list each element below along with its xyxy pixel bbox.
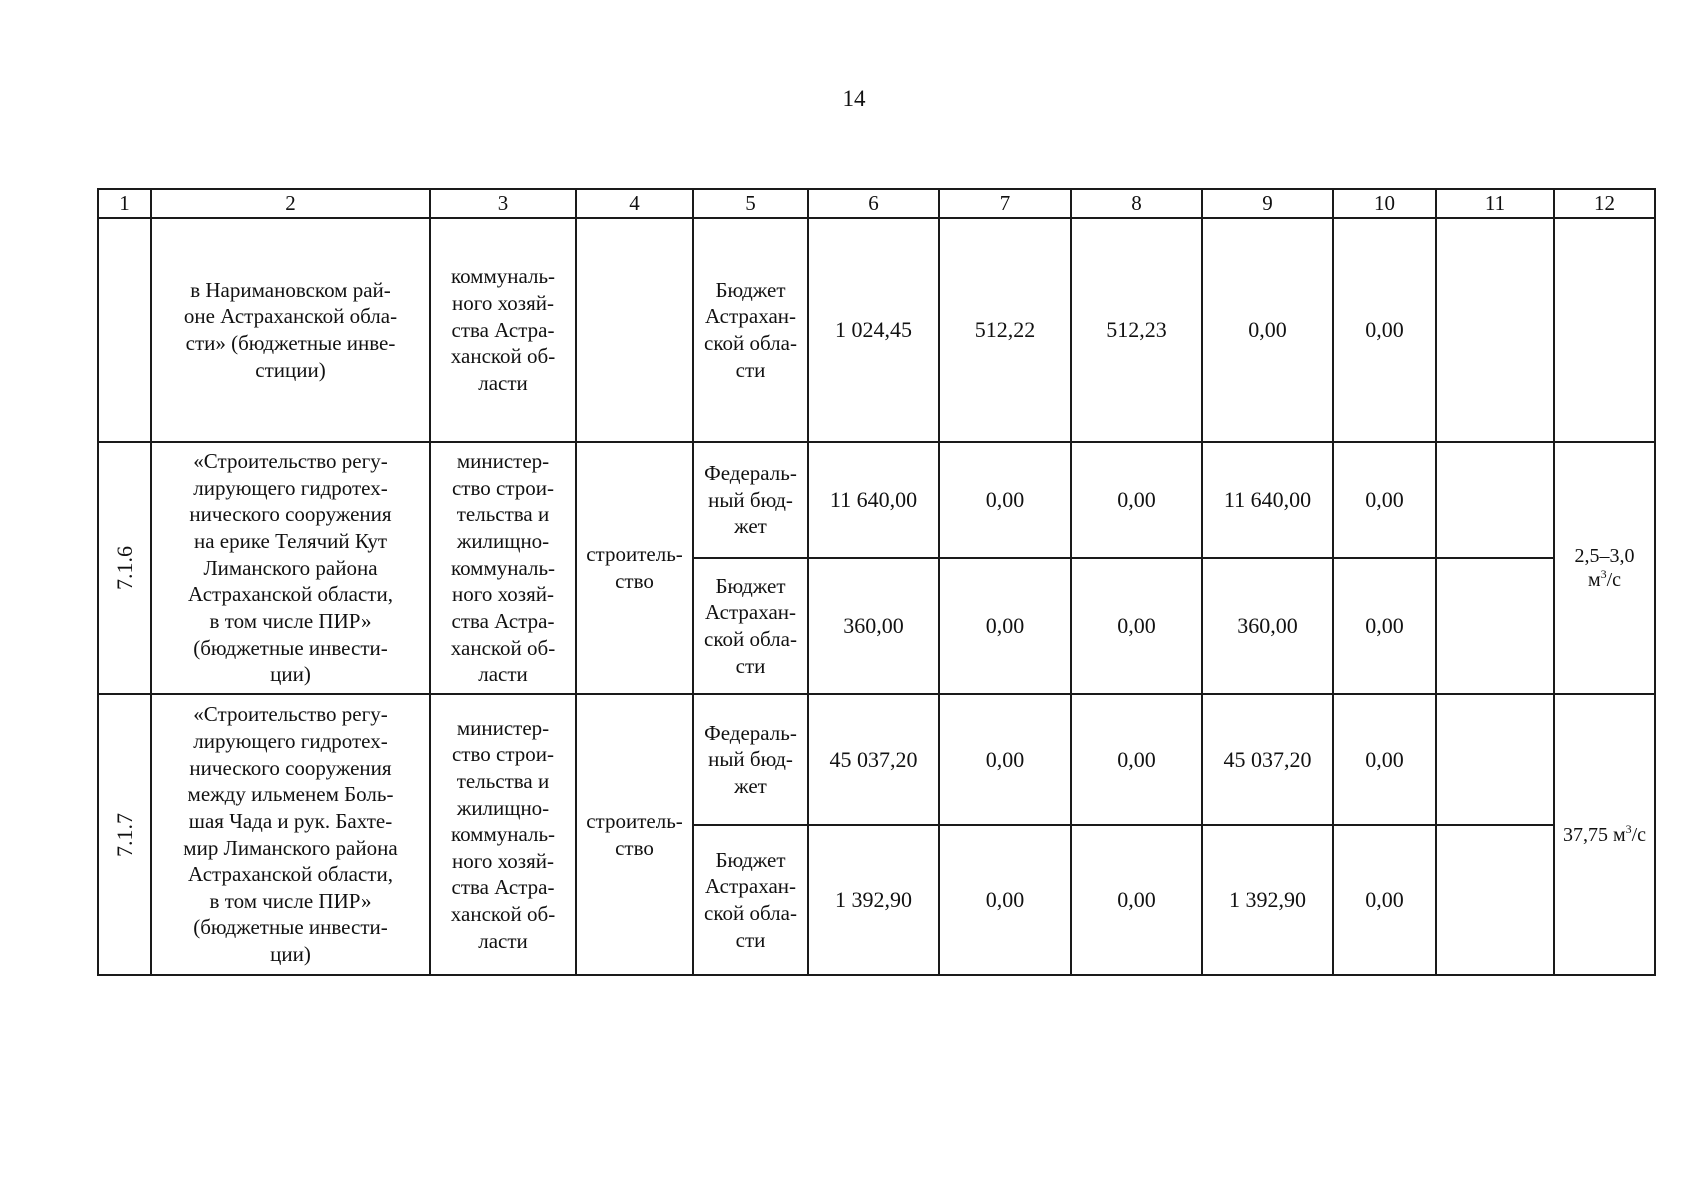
row-id-cell (98, 442, 151, 694)
value-cell: 45 037,20 (1202, 694, 1333, 825)
row-id: 7.1.6 (111, 546, 137, 590)
value-cell: 0,00 (939, 694, 1071, 825)
funding-source-cell: Бюджет Астрахан- ской обла- сти (693, 825, 808, 975)
column-header: 7 (939, 189, 1071, 218)
object-name-cell: «Строительство регу- лирующего гидротех- нического сооружения между ильменем Боль- шая Чада и рук. Бахте- мир Лиманского района Астраханской области, в том числе ПИР» (бюджетные инвести- ции) (151, 694, 430, 975)
column-header: 10 (1333, 189, 1436, 218)
value-cell: 1 392,90 (808, 825, 939, 975)
object-name-cell: «Строительство регу- лирующего гидротех- нического сооружения на ерике Телячий Кут Лиманского района Астраханской области, в том числе ПИР» (бюджетные инвести- ции) (151, 442, 430, 694)
value-cell: 360,00 (808, 558, 939, 694)
funding-source-cell: Бюджет Астрахан- ской обла- сти (693, 558, 808, 694)
value-cell: 0,00 (1333, 558, 1436, 694)
column-header: 4 (576, 189, 693, 218)
responsible-org-cell: министер- ство строи- тельства и жилищно- коммуналь- ного хозяй- ства Астра- ханской об- ласти (430, 442, 576, 694)
funding-source-cell: Федераль- ный бюд- жет (693, 442, 808, 558)
indicator-cell (1554, 218, 1655, 442)
budget-table (97, 188, 1656, 976)
value-cell: 0,00 (1333, 442, 1436, 558)
value-cell: 0,00 (1333, 825, 1436, 975)
value-cell: 0,00 (939, 558, 1071, 694)
work-type-cell: строитель- ство (576, 694, 693, 975)
value-cell (1436, 558, 1554, 694)
object-name-cell: в Наримановском рай- оне Астраханской обла- сти» (бюджетные инве- стиции) (151, 218, 430, 442)
value-cell (1436, 825, 1554, 975)
indicator-cell: 37,75 $м^3/с$ (1554, 694, 1655, 975)
value-cell (1436, 694, 1554, 825)
work-type-cell: строитель- ство (576, 442, 693, 694)
row-id: 7.1.7 (111, 812, 137, 857)
column-header: 3 (430, 189, 576, 218)
value-cell: 0,00 (1071, 825, 1202, 975)
funding-source-cell: Федераль- ный бюд- жет (693, 694, 808, 825)
column-header: 9 (1202, 189, 1333, 218)
indicator-cell: 2,5–3,0 $м^3/с$ (1554, 442, 1655, 694)
value-cell: 0,00 (1202, 218, 1333, 442)
value-cell: 0,00 (1071, 558, 1202, 694)
table-row (98, 694, 1655, 825)
column-number-row (98, 189, 1655, 218)
responsible-org-cell: министер- ство строи- тельства и жилищно- коммуналь- ного хозяй- ства Астра- ханской об- ласти (430, 694, 576, 975)
value-cell: 0,00 (1071, 694, 1202, 825)
table-row (98, 218, 1655, 442)
value-cell: 512,22 (939, 218, 1071, 442)
value-cell: 0,00 (939, 442, 1071, 558)
value-cell: 11 640,00 (1202, 442, 1333, 558)
value-cell: 512,23 (1071, 218, 1202, 442)
value-cell: 1 024,45 (808, 218, 939, 442)
value-cell: 360,00 (1202, 558, 1333, 694)
row-id-cell (98, 694, 151, 975)
column-header: 5 (693, 189, 808, 218)
value-cell: 45 037,20 (808, 694, 939, 825)
value-cell: 0,00 (1333, 694, 1436, 825)
value-cell (1436, 218, 1554, 442)
value-cell: 11 640,00 (808, 442, 939, 558)
value-cell: 0,00 (1333, 218, 1436, 442)
column-header: 1 (98, 189, 151, 218)
funding-source-cell: Бюджет Астрахан- ской обла- сти (693, 218, 808, 442)
column-header: 2 (151, 189, 430, 218)
value-cell: 0,00 (939, 825, 1071, 975)
responsible-org-cell: коммуналь- ного хозяй- ства Астра- ханской об- ласти (430, 218, 576, 442)
value-cell (1436, 442, 1554, 558)
value-cell: 1 392,90 (1202, 825, 1333, 975)
column-header: 8 (1071, 189, 1202, 218)
column-header: 12 (1554, 189, 1655, 218)
table-row (98, 442, 1655, 558)
column-header: 6 (808, 189, 939, 218)
value-cell: 0,00 (1071, 442, 1202, 558)
page-number: 14 (842, 86, 866, 111)
column-header: 11 (1436, 189, 1554, 218)
work-type-cell (576, 218, 693, 442)
row-id-cell (98, 218, 151, 442)
